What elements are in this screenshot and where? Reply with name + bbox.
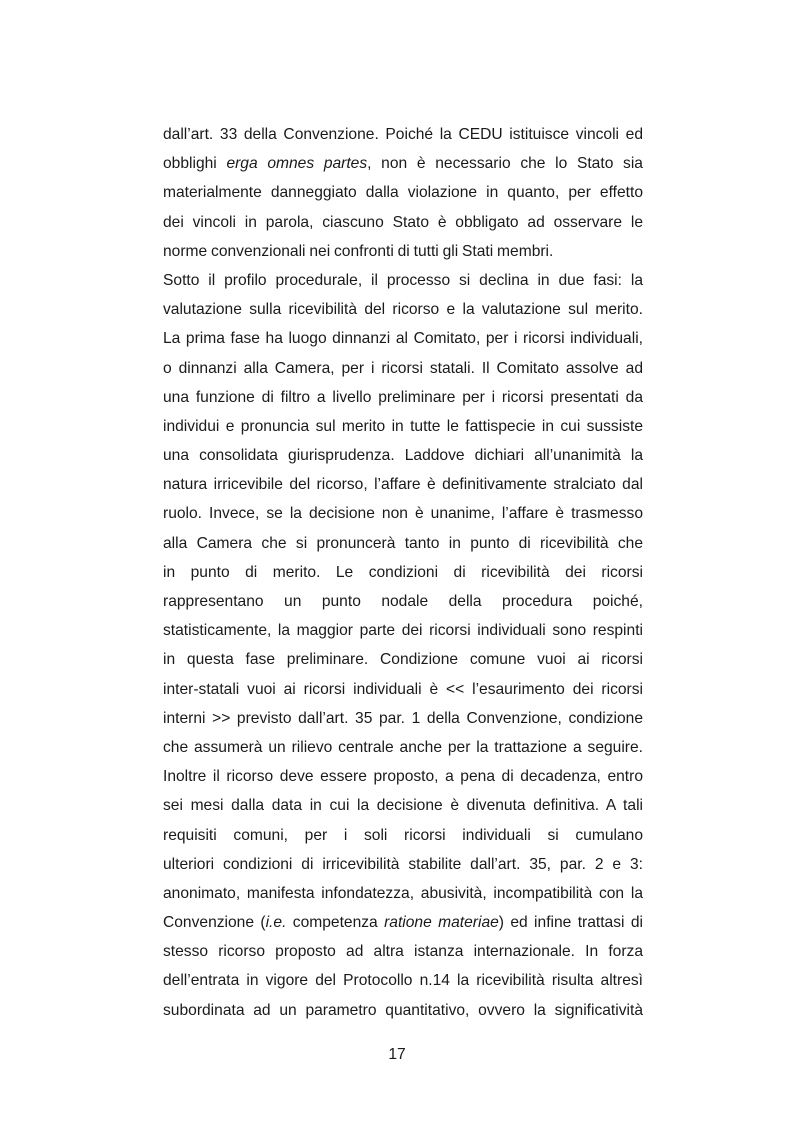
- text-line: una consolidata giurisprudenza. Laddove dichiari all’unanimità la: [163, 447, 643, 465]
- text-line: statisticamente, la maggior parte dei ricorsi individuali sono respinti: [163, 622, 643, 640]
- text-line: obblighi erga omnes partes, non è necessario che lo Stato sia: [163, 155, 643, 173]
- text-line: che assumerà un rilievo centrale anche per la trattazione a seguire.: [163, 738, 643, 756]
- text-line: subordinata ad un parametro quantitativo, ovvero la significatività: [163, 1001, 643, 1019]
- italic-term: ratione materiae: [384, 914, 499, 932]
- text-line: stesso ricorso proposto ad altra istanza internazionale. In forza: [163, 943, 643, 961]
- text-line: ulteriori condizioni di irricevibilità stabilite dall’art. 35, par. 2 e 3:: [163, 855, 643, 873]
- text-line: materialmente danneggiato dalla violazione in quanto, per effetto: [163, 184, 643, 202]
- text-line: ruolo. Invece, se la decisione non è unanime, l’affare è trasmesso: [163, 505, 643, 523]
- text-line: rappresentano un punto nodale della procedura poiché,: [163, 593, 643, 610]
- text-line: natura irricevibile del ricorso, l’affare è definitivamente stralciato dal: [163, 476, 643, 494]
- text-line: una funzione di filtro a livello preliminare per i ricorsi presentati da: [163, 388, 643, 406]
- text-line: anonimato, manifesta infondatezza, abusività, incompatibilità con la: [163, 884, 643, 902]
- text-line: in punto di merito. Le condizioni di ricevibilità dei ricorsi: [163, 563, 643, 581]
- text-line: requisiti comuni, per i soli ricorsi individuali si cumulano: [163, 826, 643, 844]
- page-number: 17: [388, 1046, 406, 1063]
- text-line: norme convenzionali nei confronti di tutti gli Stati membri.: [163, 242, 554, 260]
- text-line: o dinnanzi alla Camera, per i ricorsi statali. Il Comitato assolve ad: [163, 359, 643, 377]
- text-line: inter-statali vuoi ai ricorsi individuali è << l’esaurimento dei ricorsi: [163, 680, 643, 698]
- italic-term: erga omnes partes: [226, 155, 368, 173]
- text-line: dell’entrata in vigore del Protocollo n.14 la ricevibilità risulta altresì: [163, 972, 643, 990]
- text-line: dall’art. 33 della Convenzione. Poiché la CEDU istituisce vincoli ed: [163, 126, 643, 143]
- text-line: individui e pronuncia sul merito in tutte le fattispecie in cui sussiste: [163, 417, 643, 435]
- text-line: Inoltre il ricorso deve essere proposto, a pena di decadenza, entro: [163, 768, 643, 786]
- italic-term: i.e.: [265, 914, 287, 932]
- text-line: dei vincoli in parola, ciascuno Stato è obbligato ad osservare le: [163, 213, 643, 231]
- text-line: sei mesi dalla data in cui la decisione è divenuta definitiva. A tali: [163, 797, 643, 815]
- text-line: valutazione sulla ricevibilità del ricorso e la valutazione sul merito.: [163, 301, 643, 319]
- body-text: [163, 120, 643, 1025]
- text-line: interni >> previsto dall’art. 35 par. 1 della Convenzione, condizione: [163, 709, 643, 727]
- text-line: alla Camera che si pronuncerà tanto in punto di ricevibilità che: [163, 534, 643, 552]
- text-line: La prima fase ha luogo dinnanzi al Comitato, per i ricorsi individuali,: [163, 330, 643, 348]
- text-line: Sotto il profilo procedurale, il processo si declina in due fasi: la: [163, 271, 643, 289]
- text-line: Convenzione (i.e. competenza ratione materiae) ed infine trattasi di: [163, 914, 643, 932]
- text-line: in questa fase preliminare. Condizione comune vuoi ai ricorsi: [163, 651, 643, 669]
